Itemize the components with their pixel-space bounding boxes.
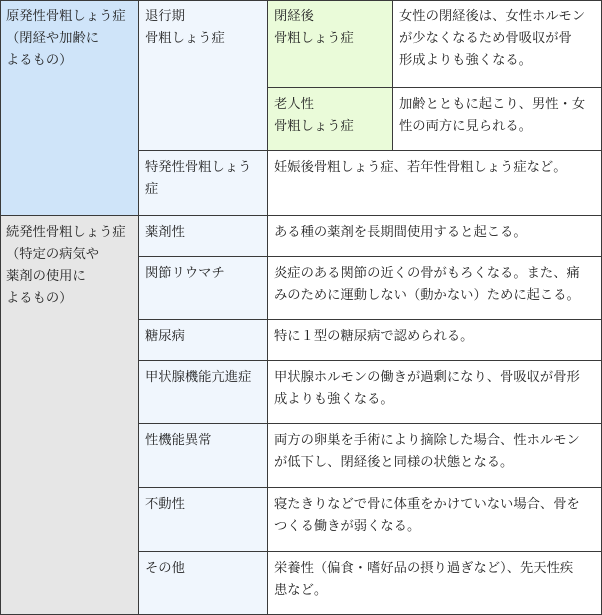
cause-label: 関節リウマチ bbox=[139, 257, 268, 320]
cause-label: 性機能異常 bbox=[139, 424, 268, 488]
cause-description: 甲状腺ホルモンの働きが過剰になり、骨吸収が骨形 成よりも強くなる。 bbox=[268, 361, 602, 424]
idiopathic-osteoporosis-label: 特発性骨粗しょう 症 bbox=[139, 151, 268, 216]
cause-description: 炎症のある関節の近くの骨がもろくなる。また、痛 みのために運動しない（動かない）ために起こる。 bbox=[268, 257, 602, 320]
secondary-osteoporosis-heading: 続発性骨粗しょう症 （特定の病気や 薬剤の使用に よるもの） bbox=[0, 216, 139, 615]
cause-description: 特に１型の糖尿病で認められる。 bbox=[268, 320, 602, 361]
cause-description: ある種の薬剤を長期間使用すると起こる。 bbox=[268, 216, 602, 257]
cause-label: 糖尿病 bbox=[139, 320, 268, 361]
cause-label: その他 bbox=[139, 552, 268, 615]
degenerative-osteoporosis-label: 退行期 骨粗しょう症 bbox=[139, 0, 268, 151]
primary-osteoporosis-heading: 原発性骨粗しょう症 （閉経や加齢に よるもの） bbox=[0, 0, 139, 216]
idiopathic-osteoporosis-description: 妊娠後骨粗しょう症、若年性骨粗しょう症など。 bbox=[268, 151, 602, 216]
cause-description: 栄養性（偏食・嗜好品の摂り過ぎなど）、先天性疾 患など。 bbox=[268, 552, 602, 615]
cause-description: 寝たきりなどで骨に体重をかけていない場合、骨を つくる働きが弱くなる。 bbox=[268, 488, 602, 552]
postmenopausal-label: 閉経後 骨粗しょう症 bbox=[268, 0, 393, 88]
senile-description: 加齢とともに起こり、男性・女 性の両方に見られる。 bbox=[393, 88, 602, 151]
cause-label: 甲状腺機能亢進症 bbox=[139, 361, 268, 424]
cause-description: 両方の卵巣を手術により摘除した場合、性ホルモン が低下し、閉経後と同様の状態となる。 bbox=[268, 424, 602, 488]
senile-label: 老人性 骨粗しょう症 bbox=[268, 88, 393, 151]
cause-label: 不動性 bbox=[139, 488, 268, 552]
postmenopausal-description: 女性の閉経後は、女性ホルモン が少なくなるため骨吸収が骨 形成よりも強くなる。 bbox=[393, 0, 602, 88]
cause-label: 薬剤性 bbox=[139, 216, 268, 257]
